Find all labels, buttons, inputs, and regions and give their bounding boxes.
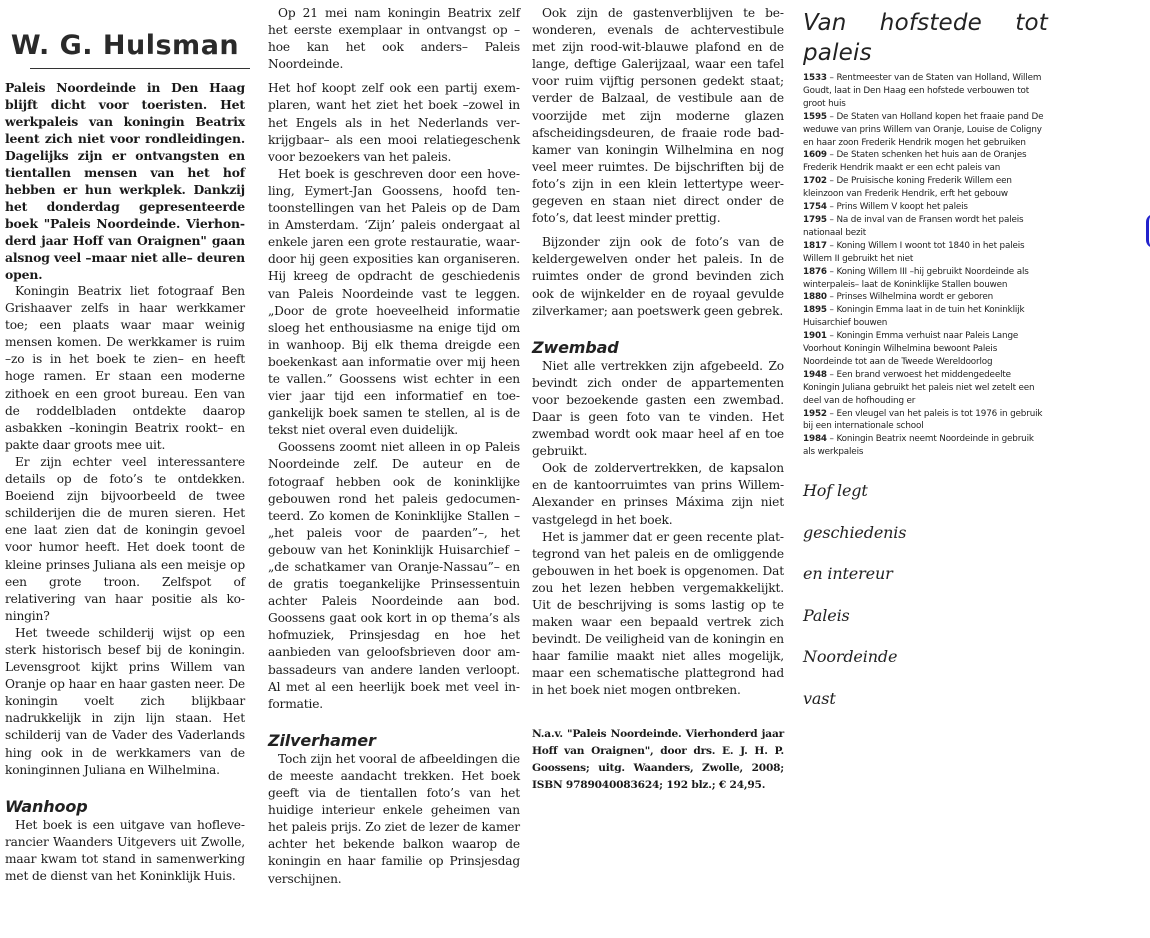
paragraph: Het tweede schilderij wijst op een sterk historisch besef bij de koningin. Levensgroot kijkt prins Willem van Oranje op haar en haar gasten neer. De koningin voelt zich blijkbaar nadrukkelijk in zijn lijn staan. Het schilderij van de Vader des Vaderlands hing ook in de werkkamers van de koninginnen Juliana en Wilhelmina. — [5, 625, 245, 777]
timeline-item — [803, 369, 1048, 408]
timeline-list — [803, 72, 1048, 459]
timeline-year: 1880 — [803, 292, 827, 303]
timeline-text: Een brand verwoest het middengedeelte Koningin Juliana gebruikt het paleis niet wel zetelt een deel van de hofhouding er — [803, 369, 1035, 406]
timeline-text: De Staten van Holland kopen het fraaie pand De weduwe van prins Willem van Oranje, Louise de Coligny en haar zoon Frederik Hendrik mogen het gebruiken — [803, 111, 1044, 148]
article-lead: Paleis Noordeinde in Den Haag blijft dicht voor toeristen. Het werkpaleis van koningin Beatrix leent zich niet voor rondleidingen. Dagelijks zijn er ontvangsten en tientallen mensen van het hof hebben er hun werkplek. Dankzij het donderdag gepresenteerde boek "Paleis Noordeinde. Vierhonderd jaar Hoff van Oraignen" gaan alsnog veel –maar niet alle– deuren open. — [5, 80, 245, 282]
article-column-2 — [268, 5, 520, 888]
paragraph: Het boek is een uitgave van hofleverancier Waanders Uitgevers uit Zwolle, maar kwam tot stand in samenwerking met de dienst van het Koninklijk Huis. — [5, 817, 245, 883]
timeline-dash: – — [826, 240, 837, 251]
subhead-zilverhamer: Zilverhamer — [268, 730, 376, 750]
timeline-year: 1609 — [803, 150, 827, 161]
paragraph: Goossens zoomt niet alleen in op Paleis Noordeinde zelf. De auteur en de fotograaf hebben ook de koninklijke gebouwen rond het paleis gedocumenteerd. Zo komen de Koninklijke Stallen –„het paleis voor de paarden”–, het gebouw van het Koninklijk Huisarchief –„de schatkamer van Oranje-Nassau”– en de gratis toegankelijke Prinsessentuin achter Paleis Noordeinde aan bod. Goossens gaat ook kort in op thema’s als hofmuziek, Prinsjesdag en hoe het aanbieden van geloofsbrieven door ambassadeurs van andere landen verloopt. Al met al een heerlijk boek met veel informatie. — [268, 440, 520, 711]
paragraph: Er zijn echter veel interessantere details op de foto’s te ontdekken. Boeiend zijn bijvoorbeeld de twee schilderijen die de muren sieren. Het ene laat zien dat de koningin gevoel voor humor heeft. Het doek toont de kleine prinses Juliana als een meisje op een grote troon. Zelfspot of relativering van haar positie als koningin? — [5, 454, 245, 623]
sidebar-column — [803, 8, 1048, 730]
paragraph: Het boek is geschreven door een hoveling, Eymert-Jan Goossens, hoofd tentoonstellingen van het Paleis op de Dam in Amsterdam. ‘Zijn’ paleis ondergaat al enkele jaren een grote restauratie, waardoor hij geen exposities kan organiseren. Hij kreeg de opdracht de geschiedenis van Paleis Noordeinde vast te leggen. „Door de grote hoeveelheid informatie sloeg het enthousiasme na enige tijd om in wanhoop. Bij elk thema dreigde een boekenkast aan informatie over mij heen te vallen.” Goossens wist echter in een vier jaar tijd een informatief en toegankelijk boek samen te stellen, al is de tekst niet overal even duidelijk. — [268, 166, 520, 438]
timeline-year: 1901 — [803, 331, 827, 342]
paragraph: Niet alle vertrekken zijn afgebeeld. Zo bevindt zich onder de appartementen voor bezoekende gasten een zwembad. Daar is geen foto van te vinden. Het zwembad wordt ook maar heel af en toe gebruikt. — [532, 358, 784, 459]
timeline-year: 1595 — [803, 111, 827, 122]
timeline-text: Rentmeester van de Staten van Holland, Willem Goudt, laat in Den Haag een hofstede verbouwen tot groot huis — [803, 73, 1042, 109]
timeline-text: Koningin Beatrix neemt Noordeinde in gebruik als werkpaleis — [803, 434, 1034, 458]
paragraph: Op 21 mei nam koningin Beatrix zelf het eerste exemplaar in ontvangst op –hoe kan het ook anders– Paleis Noordeinde. — [268, 6, 520, 72]
paragraph: Ook de zoldervertrekken, de kapsalon en de kantoorruimtes van prins Willem-Alexander en prinses Máxima zijn niet vastgelegd in het boek. — [532, 461, 784, 527]
subhead-wanhoop: Wanhoop — [5, 796, 88, 816]
timeline-year: 1795 — [803, 214, 827, 225]
timeline-dash: – — [826, 111, 837, 122]
pull-quote — [803, 481, 1048, 730]
timeline-year: 1984 — [803, 434, 827, 445]
sidebar-title: Van hofstede tot paleis — [803, 10, 1048, 66]
timeline-item — [803, 330, 1048, 369]
timeline-item — [803, 408, 1048, 434]
timeline-dash: – — [826, 292, 837, 303]
timeline-item — [803, 266, 1048, 292]
timeline-text: Prinses Wilhelmina wordt er geboren — [836, 292, 994, 303]
pull-quote-line: Noordeinde — [803, 647, 898, 667]
timeline-dash: – — [826, 331, 837, 342]
timeline-text: Koning Willem I woont tot 1840 in het paleis Willem II gebruikt het niet — [803, 240, 1025, 264]
timeline-year: 1895 — [803, 305, 827, 316]
pull-quote-line: en intereur — [803, 564, 893, 584]
timeline-dash: – — [826, 73, 837, 83]
timeline-text: Koning Willem III –hij gebruikt Noordeinde als winterpaleis– laat de Koninklijke Stallen bouwen — [803, 266, 1029, 290]
timeline-item — [803, 214, 1048, 240]
book-colophon: N.a.v. "Paleis Noordeinde. Vierhonderd jaar Hoff van Oraignen", door drs. E. J. H. P. Goossens; uitg. Waanders, Zwolle, 2008; ISBN 9789040083624; 192 blz.; € 24,95. — [532, 727, 784, 791]
timeline-year: 1948 — [803, 369, 827, 380]
timeline-year: 1817 — [803, 240, 827, 251]
timeline-dash: – — [826, 202, 837, 213]
timeline-text: Koningin Emma laat in de tuin het Koninklijk Huisarchief bouwen — [803, 305, 1025, 329]
paragraph: Bijzonder zijn ook de foto’s van de keldergewelven onder het paleis. In de ruimtes onder de grond bevinden zich ook de wijnkelder en de royaal gevulde zilverkamer; aan poetswerk geen gebrek. — [532, 235, 784, 318]
timeline-item — [803, 304, 1048, 330]
timeline-item — [803, 201, 1048, 214]
article-column-3 — [532, 5, 784, 794]
timeline-dash: – — [826, 214, 837, 225]
paragraph: Koningin Beatrix liet fotograaf Ben Grishaaver zelfs in haar werkkamer toe; een plaats waar maar weinig mensen komen. De werkkamer is ruim –zo is in het boek te zien– en heeft hoge ramen. Er staan een moderne zithoek en een groot bureau. Een van de roddelbladen ontdekte daarop asbakken –koningin Beatrix rookt– en pakte daar groots mee uit. — [5, 284, 245, 452]
timeline-dash: – — [826, 434, 837, 445]
subhead-zwembad: Zwembad — [532, 337, 619, 357]
timeline-text: Na de inval van de Fransen wordt het paleis nationaal bezit — [803, 214, 1024, 238]
timeline-dash: – — [826, 150, 837, 161]
paragraph: Toch zijn het vooral de afbeeldingen die de meeste aandacht trekken. Het boek geeft via de tientallen foto’s van het huidige interieur enkele geheimen van het paleis prijs. Zo ziet de lezer de kamer achter het bekende balkon waarop de koningin en haar familie op Prinsjesdag verschijnen. — [268, 751, 520, 886]
timeline-year: 1876 — [803, 266, 827, 277]
timeline-text: Prins Willem V koopt het paleis — [836, 202, 968, 213]
pull-quote-line: Hof legt — [803, 481, 868, 501]
byline-rule — [30, 68, 250, 69]
timeline-item — [803, 149, 1048, 175]
timeline-dash: – — [826, 176, 837, 187]
timeline-text: De Pruisische koning Frederik Willem een kleinzoon van Frederik Hendrik, erft het gebouw — [803, 176, 1012, 200]
pull-quote-line: geschiedenis — [803, 522, 907, 542]
timeline-dash: – — [826, 305, 837, 316]
timeline-item — [803, 291, 1048, 304]
paragraph: Het is jammer dat er geen recente plattegrond van het paleis en de omliggende gebouwen in het boek is opgenomen. Dat zou het lezen hebben vergemakkelijkt. Uit de beschrijving is soms lastig op te maken waar een bepaald vertrek zich bevindt. De veiligheid van de koningin en haar familie maakt niet alles mogelijk, maar een schematische plattegrond had in het boek niet mogen ontbreken. — [532, 529, 784, 698]
timeline-year: 1952 — [803, 408, 827, 419]
timeline-text: Een vleugel van het paleis is tot 1976 in gebruik bij een internationale school — [803, 408, 1043, 432]
timeline-item — [803, 72, 1048, 111]
timeline-item — [803, 111, 1048, 150]
timeline-year: 1702 — [803, 176, 827, 187]
timeline-item — [803, 433, 1048, 459]
timeline-text: De Staten schenken het huis aan de Oranjes Frederik Hendrik maakt er een echt paleis van — [803, 150, 1027, 174]
timeline-item — [803, 175, 1048, 201]
timeline-dash: – — [826, 369, 837, 380]
paragraph: Het hof koopt zelf ook een partij exemplaren, want het ziet het boek –zowel in het Engels als in het Nederlands verkrijgbaar– als een mooi relatiegeschenk voor bezoekers van het paleis. — [268, 81, 520, 164]
article-column-1 — [5, 0, 245, 885]
byline: W. G. Hulsman — [10, 30, 240, 61]
timeline-item — [803, 240, 1048, 266]
pull-quote-line: Paleis — [803, 605, 850, 625]
pull-quote-line: vast — [803, 688, 836, 708]
timeline-dash: – — [826, 266, 837, 277]
paragraph: Ook zijn de gastenverblijven te bewonderen, evenals de achtervestibule met zijn rood-wit-blauwe plafond en de lange, deftige Galerijzaal, waar een tafel voor ruim vijftig personen gedekt staat; verder de Balzaal, de vestibule aan de voorzijde met zijn moderne glazen afscheidingsdeuren, de fraaie rode badkamer van koningin Wilhelmina en nog veel meer ruimtes. De bijschriften bij de foto’s zijn in een klein lettertype weergegeven en staan niet direct onder de foto’s, dat leest minder prettig. — [532, 6, 784, 226]
timeline-year: 1533 — [803, 73, 827, 83]
timeline-dash: – — [826, 408, 837, 419]
timeline-text: Koningin Emma verhuist naar Paleis Lange Voorhout Koningin Wilhelmina bewoont Paleis Noordeinde tot aan de Tweede Wereldoorlog — [803, 331, 1019, 367]
scan-edge-mark — [1146, 214, 1150, 248]
timeline-year: 1754 — [803, 202, 827, 213]
